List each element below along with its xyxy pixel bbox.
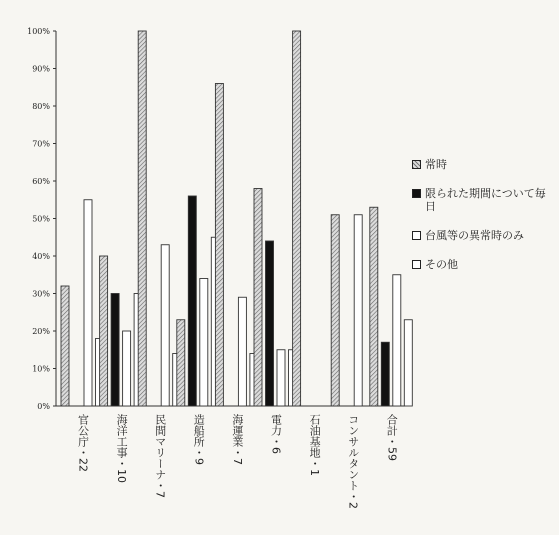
bar — [238, 297, 246, 406]
bar — [161, 245, 169, 406]
y-tick-label: 100% — [27, 27, 50, 36]
legend-item-constant — [412, 158, 557, 171]
bar — [61, 286, 69, 406]
x-tick-label: 海洋工事・10 — [115, 414, 129, 483]
x-tick-label: 造船所・9 — [192, 414, 206, 465]
y-tick-label: 70% — [32, 139, 50, 149]
bar — [200, 279, 208, 407]
y-tick-label: 90% — [32, 64, 50, 74]
x-tick-label: 電力・6 — [269, 414, 283, 454]
y-tick-label: 10% — [32, 364, 50, 374]
bar — [266, 241, 274, 406]
legend-swatch-white — [412, 260, 421, 269]
x-tick-label: 合計・59 — [385, 414, 399, 461]
legend-label: その他 — [425, 258, 458, 271]
bar — [215, 84, 223, 407]
legend-swatch-white — [412, 231, 421, 240]
y-tick-label: 50% — [32, 214, 50, 224]
y-tick-label: 30% — [32, 289, 50, 299]
bar — [293, 31, 301, 406]
bar — [370, 207, 378, 406]
bar — [111, 294, 119, 407]
bar — [393, 275, 401, 406]
bar — [188, 196, 196, 406]
y-tick-label: 0% — [37, 402, 50, 411]
legend-label: 常時 — [425, 158, 447, 171]
x-tick-label: 海運業・7 — [230, 414, 244, 465]
y-tick-label: 20% — [32, 327, 50, 336]
x-axis-labels — [77, 413, 399, 509]
bar — [404, 320, 412, 406]
bar — [177, 320, 185, 406]
legend-item-limited-period — [412, 187, 557, 213]
legend-label: 限られた期間について毎日 — [425, 187, 546, 213]
bar — [84, 200, 92, 406]
y-tick-label: 60% — [32, 177, 50, 186]
legend-label: 台風等の異常時のみ — [425, 229, 524, 242]
bar — [381, 342, 389, 406]
bars — [61, 31, 412, 406]
legend-swatch-black — [412, 189, 421, 198]
legend-swatch-hatched — [412, 160, 421, 169]
y-tick-label: 40% — [32, 252, 50, 261]
x-tick-label: 官公庁・22 — [76, 414, 90, 472]
x-tick-label: 民間マリーナ・7 — [153, 414, 167, 498]
legend — [412, 158, 557, 287]
bar — [100, 256, 108, 406]
bar — [138, 31, 146, 406]
x-tick-label: コンサルタント・2 — [346, 414, 360, 509]
y-tick-label: 80% — [32, 102, 50, 111]
bar — [277, 350, 285, 406]
bar — [331, 215, 339, 406]
x-tick-label: 石油基地・1 — [308, 414, 322, 476]
legend-item-typhoon — [412, 229, 557, 242]
legend-item-other — [412, 258, 557, 271]
bar — [354, 215, 362, 406]
bar — [254, 189, 262, 407]
bar — [123, 331, 131, 406]
